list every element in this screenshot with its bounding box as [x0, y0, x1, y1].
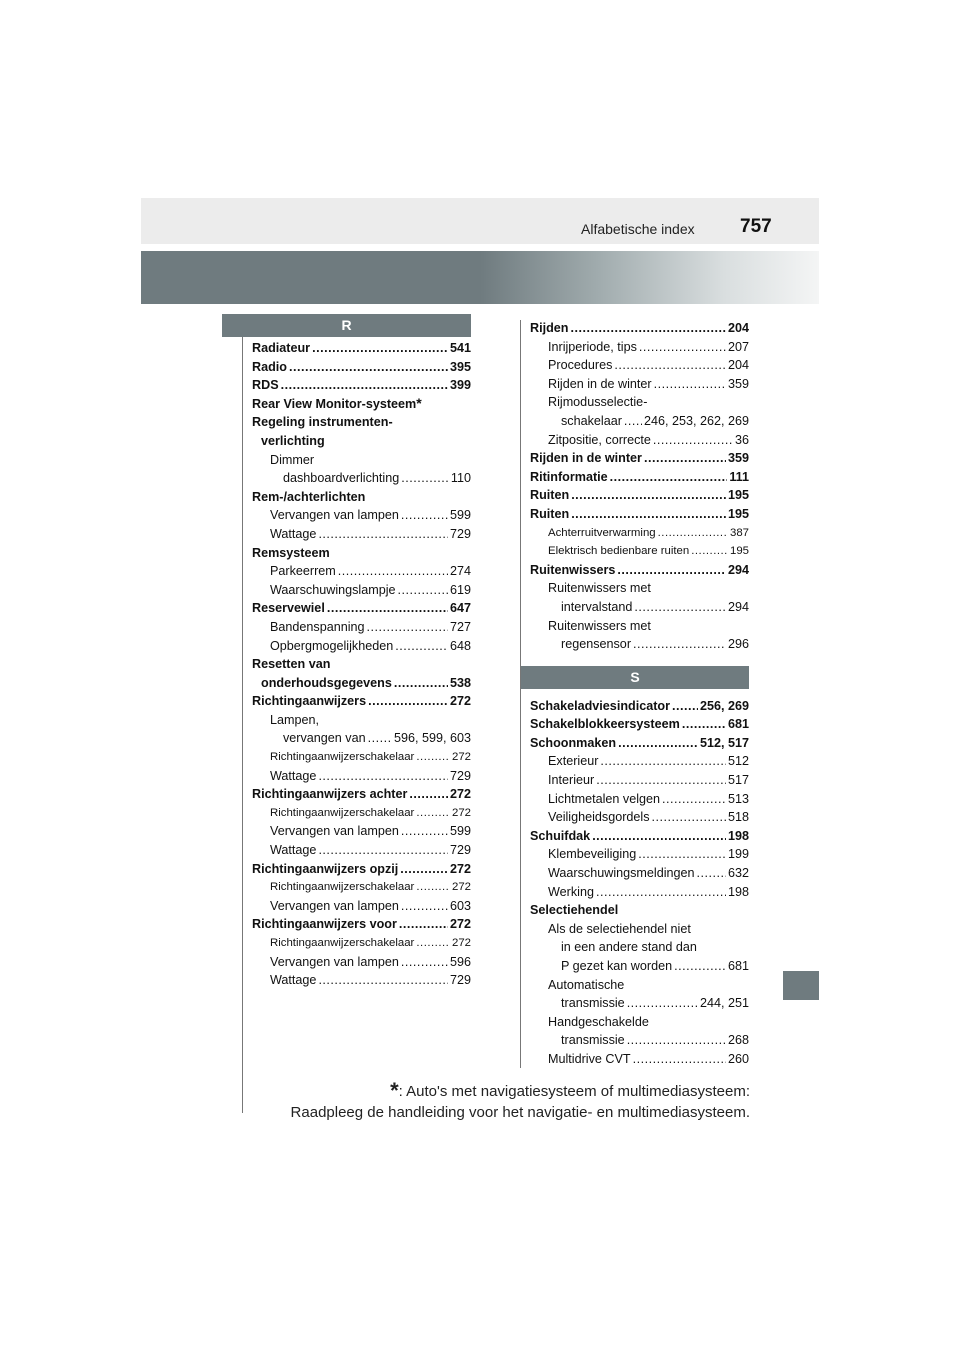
index-entry-page: 729 — [449, 768, 471, 783]
index-entry — [530, 790, 749, 809]
dot-leader — [570, 319, 726, 338]
index-entry-term: Schoonmaken — [530, 735, 617, 750]
index-entry — [530, 938, 749, 957]
index-entry — [530, 338, 749, 357]
index-entry-page: 632 — [727, 866, 749, 881]
index-entry-term: Ruitenwissers met — [548, 581, 651, 596]
index-entry — [252, 432, 471, 451]
index-entry-term: Werking — [548, 884, 594, 899]
index-entry — [252, 562, 471, 581]
index-entry-page: 596, 599, 603 — [393, 731, 471, 746]
index-entry — [252, 785, 471, 804]
index-entry — [252, 506, 471, 525]
index-entry-term: Als de selectiehendel niet — [548, 921, 691, 936]
index-entry-page: 274 — [449, 564, 471, 579]
dot-leader — [691, 542, 728, 561]
index-entry — [252, 655, 471, 674]
index-entry-term: transmissie — [561, 1033, 625, 1048]
index-entry — [530, 1031, 749, 1050]
index-entry — [252, 711, 471, 730]
index-entry — [530, 994, 749, 1013]
dot-leader — [416, 748, 450, 767]
index-entry — [252, 339, 471, 358]
footnote-text-1: : Auto's met navigatiesysteem of multimediasysteem: — [398, 1083, 750, 1100]
index-entry-page: 359 — [727, 376, 749, 391]
index-entry — [530, 1050, 749, 1069]
dot-leader — [416, 934, 450, 953]
index-entry-term: onderhoudsgegevens — [261, 675, 392, 690]
index-entry-term: dashboardverlichting — [283, 471, 400, 486]
dot-leader — [318, 971, 448, 990]
index-entry-term: Waarschuwingsmeldingen — [548, 866, 695, 881]
index-entry — [252, 358, 471, 377]
dot-leader — [652, 808, 726, 827]
dot-leader — [571, 486, 726, 505]
dot-leader — [596, 883, 726, 902]
index-entry-term: Exterieur — [548, 754, 599, 769]
dot-leader — [395, 637, 448, 656]
index-entry-term: Vervangen van lampen — [270, 954, 399, 969]
dot-leader — [401, 469, 449, 488]
dot-leader — [697, 864, 726, 883]
index-entry-term: Rem-/achterlichten — [252, 489, 366, 504]
dot-leader — [409, 785, 448, 804]
index-entry-term: Richtingaanwijzers achter — [252, 787, 408, 802]
index-entry-page: 111 — [729, 469, 749, 484]
index-entry-term: Achterruitverwarming — [548, 526, 656, 539]
index-entry-term: Ruitenwissers met — [548, 618, 651, 633]
index-entry — [252, 822, 471, 841]
index-group-r-continued — [530, 319, 749, 654]
index-entry-page: 729 — [449, 843, 471, 858]
dot-leader — [416, 878, 450, 897]
index-entry-term: vervangen van — [283, 731, 366, 746]
index-entry-page: 199 — [727, 847, 749, 862]
index-entry — [252, 488, 471, 507]
index-column-right — [530, 319, 749, 1069]
index-entry-term: Ruitenwissers — [530, 562, 616, 577]
index-entry-term: Zitpositie, correcte — [548, 432, 651, 447]
dot-leader — [639, 338, 726, 357]
index-entry-page: 518 — [727, 810, 749, 825]
index-entry-term: Richtingaanwijzers opzij — [252, 861, 399, 876]
dot-leader — [633, 635, 726, 654]
index-entry — [252, 860, 471, 879]
index-entry — [530, 579, 749, 598]
index-entry-term: Richtingaanwijzers voor — [252, 917, 397, 932]
index-entry — [252, 767, 471, 786]
dot-leader — [289, 358, 448, 377]
dot-leader — [672, 697, 698, 716]
index-entry-page: 399 — [449, 378, 471, 393]
index-entry-term: Richtingaanwijzers — [252, 694, 367, 709]
index-entry-term: Wattage — [270, 526, 317, 541]
index-entry-page: 207 — [727, 339, 749, 354]
index-entry-term: Dimmer — [270, 452, 315, 467]
index-entry-term: Rijden in de winter — [548, 376, 652, 391]
index-entry-term: Inrijperiode, tips — [548, 339, 637, 354]
dot-leader — [658, 524, 728, 543]
index-entry — [530, 752, 749, 771]
footnote-line-2: Raadpleeg de handleiding voor het navigatie- en multimediasysteem. — [290, 1104, 750, 1121]
dot-leader — [398, 581, 448, 600]
index-group-s — [530, 697, 749, 1069]
index-entry — [530, 375, 749, 394]
index-entry — [252, 692, 471, 711]
index-entry — [252, 413, 471, 432]
index-entry-page: 260 — [727, 1051, 749, 1066]
index-entry-page: 244, 251 — [699, 996, 749, 1011]
index-entry-term: Bandenspanning — [270, 619, 365, 634]
index-entry-page: 359 — [727, 451, 749, 466]
index-entry-term: Vervangen van lampen — [270, 508, 399, 523]
index-entry-term: Schakelblokkeersysteem — [530, 717, 680, 732]
index-entry-page: 272 — [451, 937, 471, 949]
dot-leader — [592, 827, 726, 846]
dot-leader — [318, 767, 448, 786]
index-entry-term: Rijmodusselectie- — [548, 395, 648, 410]
index-entry — [252, 451, 471, 470]
index-entry — [530, 561, 749, 580]
index-entry-term: Waarschuwingslampje — [270, 582, 396, 597]
dot-leader — [281, 376, 448, 395]
index-entry-term: Vervangen van lampen — [270, 898, 399, 913]
letter-heading-r: R — [222, 314, 471, 337]
index-entry-term: Ruiten — [530, 506, 570, 521]
footnote-star: * — [390, 1078, 399, 1103]
index-entry-term: Automatische — [548, 977, 625, 992]
index-entry-page: 296 — [727, 637, 749, 652]
index-entry-term: Rijden — [530, 321, 569, 335]
index-entry-term: Selectiehendel — [530, 903, 619, 918]
index-entry — [530, 957, 749, 976]
index-entry-term: Schuifdak — [530, 828, 591, 843]
index-entry-page: 395 — [449, 359, 471, 374]
index-entry — [252, 376, 471, 395]
index-entry — [530, 864, 749, 883]
dot-leader — [367, 618, 448, 637]
index-entry — [252, 841, 471, 860]
dot-leader — [682, 715, 726, 734]
dot-leader — [401, 822, 448, 841]
index-entry-term: transmissie — [561, 996, 625, 1011]
dot-leader — [634, 598, 726, 617]
index-entry — [530, 734, 749, 753]
index-entry — [530, 883, 749, 902]
dot-leader — [596, 771, 726, 790]
index-entry-page: 198 — [727, 828, 749, 843]
index-entry — [530, 845, 749, 864]
index-entry-page: 272 — [451, 806, 471, 819]
dot-leader — [627, 994, 698, 1013]
dot-leader — [416, 804, 450, 823]
index-entry-term: verlichting — [261, 433, 325, 448]
index-entry-term: Handgeschakelde — [548, 1014, 649, 1029]
index-entry-term: Elektrisch bedienbare ruiten — [548, 545, 690, 558]
index-entry — [252, 748, 471, 767]
index-entry-term: Resetten van — [252, 657, 331, 672]
index-entry-page: 272 — [451, 751, 471, 764]
column-rule-left — [242, 320, 243, 1113]
index-entry-term: intervalstand — [561, 599, 633, 614]
index-entry-term: Radio — [252, 359, 287, 374]
dot-leader — [312, 339, 448, 358]
index-entry-page: 619 — [449, 582, 471, 597]
dot-leader — [654, 375, 726, 394]
index-entry — [252, 618, 471, 637]
index-entry — [252, 637, 471, 656]
index-entry — [252, 971, 471, 990]
index-entry — [252, 804, 471, 823]
index-entry-term: Schakeladviesindicator — [530, 698, 670, 713]
index-entry-term: Multidrive CVT — [548, 1051, 631, 1066]
dot-leader — [662, 790, 726, 809]
dot-leader — [627, 1031, 726, 1050]
index-entry — [252, 729, 471, 748]
index-entry-term: Richtingaanwijzerschakelaar — [270, 937, 415, 949]
index-entry-term: Wattage — [270, 843, 317, 858]
index-entry-term: Parkeerrem — [270, 564, 336, 579]
index-entry-page: 110 — [450, 471, 471, 486]
section-title: Alfabetische index — [581, 221, 695, 237]
index-entry — [252, 599, 471, 618]
index-entry-page: 272 — [449, 787, 471, 802]
index-entry-page: 246, 253, 262, 269 — [643, 413, 749, 428]
index-entry-term: Ruiten — [530, 488, 570, 503]
dot-leader — [618, 734, 698, 753]
index-entry-page: 681 — [727, 959, 749, 973]
index-entry — [530, 598, 749, 617]
index-entry — [530, 449, 749, 468]
dot-leader — [624, 412, 642, 431]
index-entry — [252, 674, 471, 693]
dot-leader — [600, 752, 726, 771]
index-entry — [530, 635, 749, 654]
index-entry-term: RDS — [252, 378, 279, 393]
index-entry — [252, 469, 471, 488]
header-gradient-bar — [141, 251, 819, 304]
index-entry-page: 729 — [449, 526, 471, 541]
index-entry-term: Veiligheidsgordels — [548, 810, 650, 825]
index-entry-term: Interieur — [548, 773, 595, 788]
index-entry-term: Wattage — [270, 973, 317, 988]
dot-leader — [653, 431, 733, 450]
index-entry — [530, 319, 749, 338]
dot-leader — [401, 953, 448, 972]
index-entry-term: Richtingaanwijzerschakelaar — [270, 806, 415, 819]
column-rule-middle — [520, 320, 521, 1068]
index-entry-term: in een andere stand dan — [561, 940, 697, 955]
index-entry — [530, 412, 749, 431]
index-entry — [252, 878, 471, 897]
header-band — [141, 198, 819, 244]
index-entry — [530, 524, 749, 543]
index-entry — [530, 356, 749, 375]
index-entry-page: 36 — [734, 432, 749, 447]
footnote-line-1 — [390, 1078, 750, 1104]
index-entry-page: 272 — [449, 694, 471, 709]
index-entry-page: 727 — [449, 619, 471, 634]
dot-leader — [401, 897, 448, 916]
index-entry — [530, 808, 749, 827]
index-entry — [530, 542, 749, 561]
index-entry-page: 729 — [449, 973, 471, 988]
index-entry-page: 681 — [727, 717, 749, 732]
index-entry — [530, 393, 749, 412]
index-entry-term: Lichtmetalen velgen — [548, 791, 661, 806]
index-entry-term: Procedures — [548, 358, 613, 373]
index-entry-page: 647 — [449, 601, 471, 616]
index-entry — [530, 505, 749, 524]
index-entry-term: regensensor — [561, 637, 632, 652]
index-entry — [530, 827, 749, 846]
index-entry-page: 513 — [727, 791, 749, 806]
index-entry-page: 599 — [449, 824, 471, 839]
index-entry-term: Klembeveiliging — [548, 847, 637, 862]
index-entry — [530, 976, 749, 995]
index-entry-page: 603 — [449, 898, 471, 913]
dot-leader — [400, 860, 448, 879]
index-entry — [252, 953, 471, 972]
index-entry-page: 541 — [449, 341, 471, 355]
dot-leader — [401, 506, 448, 525]
index-entry-page: 256, 269 — [699, 698, 749, 713]
index-entry-term: Richtingaanwijzerschakelaar — [270, 881, 415, 894]
index-entry — [530, 431, 749, 450]
dot-leader — [327, 599, 448, 618]
index-entry — [252, 525, 471, 544]
page-number: 757 — [740, 216, 772, 237]
index-entry-term: Wattage — [270, 768, 317, 783]
dot-leader — [394, 674, 448, 693]
index-entry — [252, 934, 471, 953]
index-entry-page: 272 — [449, 861, 471, 876]
dot-leader — [368, 692, 448, 711]
index-entry-term: Regeling instrumenten- — [252, 415, 393, 430]
index-entry-term: Rijden in de winter — [530, 451, 642, 466]
dot-leader — [399, 915, 448, 934]
index-entry-page: 268 — [727, 1033, 749, 1048]
index-entry — [530, 1013, 749, 1032]
index-entry-page: 198 — [727, 884, 749, 899]
index-entry-page: 512, 517 — [699, 735, 749, 750]
index-entry-term: P gezet kan worden — [561, 959, 673, 973]
index-entry-term: Opbergmogelijkheden — [270, 638, 394, 653]
index-entry — [530, 920, 749, 939]
index-entry-page: 517 — [727, 773, 749, 788]
index-entry: Rear View Monitor-systeem * — [252, 395, 471, 414]
index-entry — [530, 715, 749, 734]
dot-leader — [610, 468, 728, 487]
dot-leader — [644, 449, 726, 468]
index-entry-page: 387 — [729, 526, 749, 539]
index-entry-page: 195 — [727, 506, 749, 521]
dot-leader — [617, 561, 726, 580]
dot-leader — [318, 525, 448, 544]
dot-leader — [614, 356, 726, 375]
index-entry-page: 294 — [727, 599, 749, 614]
index-entry-page: 512 — [727, 754, 749, 769]
dot-leader — [674, 957, 726, 976]
thumb-index-tab — [783, 971, 819, 1000]
index-entry — [252, 581, 471, 600]
index-entry — [530, 771, 749, 790]
dot-leader — [338, 562, 448, 581]
index-entry — [252, 897, 471, 916]
index-entry-page: 648 — [449, 638, 471, 653]
index-entry — [530, 901, 749, 920]
index-entry-page: 272 — [449, 917, 471, 932]
index-entry — [530, 617, 749, 636]
index-entry-page: 204 — [727, 321, 749, 335]
index-entry-term: schakelaar — [561, 413, 622, 428]
index-entry-term: Richtingaanwijzerschakelaar — [270, 751, 415, 764]
index-entry — [530, 468, 749, 487]
index-entry-page: 294 — [727, 562, 749, 577]
index-entry — [252, 544, 471, 563]
dot-leader — [571, 505, 726, 524]
index-entry-page: 272 — [451, 881, 471, 894]
index-entry — [530, 486, 749, 505]
index-entry-term: Rear View Monitor-systeem — [252, 396, 417, 411]
index-entry-term: Lampen, — [270, 712, 320, 727]
dot-leader — [368, 729, 392, 748]
index-entry — [252, 915, 471, 934]
letter-heading-s: S — [521, 666, 749, 689]
index-entry-page: 204 — [727, 358, 749, 373]
index-entry-term: Radiateur — [252, 341, 311, 355]
index-entry-term: Reservewiel — [252, 601, 325, 616]
index-entry-page: 538 — [449, 675, 471, 690]
index-entry-term: Vervangen van lampen — [270, 824, 399, 839]
dot-leader — [633, 1050, 726, 1069]
index-entry-term: Remsysteem — [252, 545, 330, 560]
index-entry-page: 195 — [727, 488, 749, 503]
index-entry — [530, 697, 749, 716]
index-column-left — [252, 339, 471, 990]
index-entry-page: 599 — [449, 508, 471, 523]
index-entry-page: 195 — [729, 545, 749, 558]
dot-leader — [318, 841, 448, 860]
index-entry-page: 596 — [449, 954, 471, 969]
dot-leader — [638, 845, 726, 864]
index-entry-term: Ritinformatie — [530, 469, 608, 484]
